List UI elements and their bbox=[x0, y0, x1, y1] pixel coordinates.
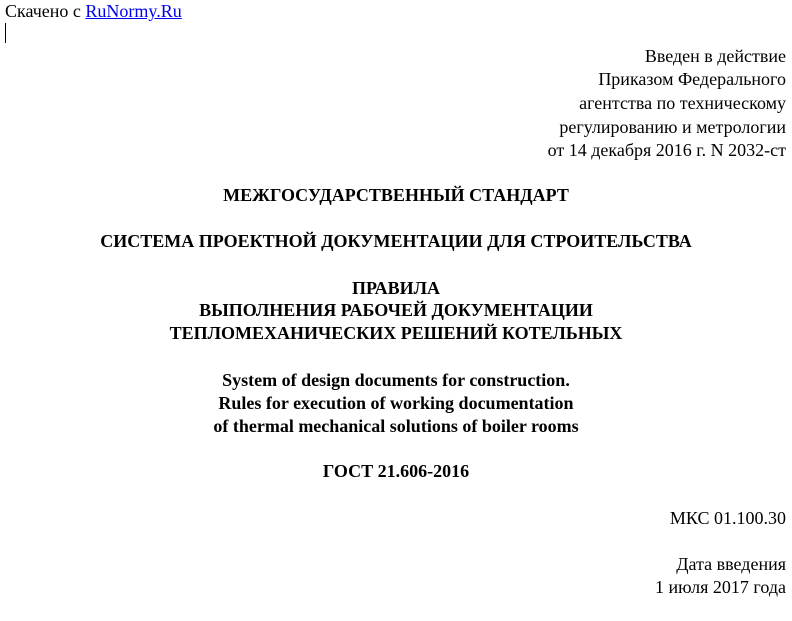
source-link[interactable]: RuNormy.Ru bbox=[85, 1, 182, 21]
standard-category-heading: МЕЖГОСУДАРСТВЕННЫЙ СТАНДАРТ bbox=[223, 185, 569, 205]
text-cursor bbox=[5, 23, 6, 43]
effective-date-label: Дата введения bbox=[676, 554, 786, 574]
english-title-line-3: of thermal mechanical solutions of boiler rooms bbox=[213, 416, 579, 436]
rules-heading-line-3: ТЕПЛОМЕХАНИЧЕСКИХ РЕШЕНИЙ КОТЕЛЬНЫХ bbox=[169, 323, 623, 343]
enactment-line-3: агентства по техническому bbox=[579, 93, 786, 113]
download-source-label: Скачено с bbox=[5, 1, 81, 21]
download-source bbox=[5, 0, 182, 22]
enactment-line-1: Введен в действие bbox=[644, 46, 786, 66]
enactment-line-2: Приказом Федерального bbox=[598, 69, 786, 89]
system-heading: СИСТЕМА ПРОЕКТНОЙ ДОКУМЕНТАЦИИ ДЛЯ СТРОИТЕЛЬСТВА bbox=[100, 231, 692, 251]
effective-date: 1 июля 2017 года bbox=[655, 577, 786, 597]
english-title-line-2: Rules for execution of working documentation bbox=[218, 393, 574, 413]
english-title-line-1: System of design documents for construction. bbox=[222, 370, 570, 390]
standard-number: ГОСТ 21.606-2016 bbox=[322, 461, 470, 481]
enactment-line-4: регулированию и метрологии bbox=[559, 117, 786, 137]
rules-heading-line-1: ПРАВИЛА bbox=[351, 278, 441, 298]
enactment-line-5: от 14 декабря 2016 г. N 2032-ст bbox=[547, 140, 786, 160]
rules-heading-line-2: ВЫПОЛНЕНИЯ РАБОЧЕЙ ДОКУМЕНТАЦИИ bbox=[199, 300, 593, 320]
mks-code: МКС 01.100.30 bbox=[669, 508, 786, 528]
